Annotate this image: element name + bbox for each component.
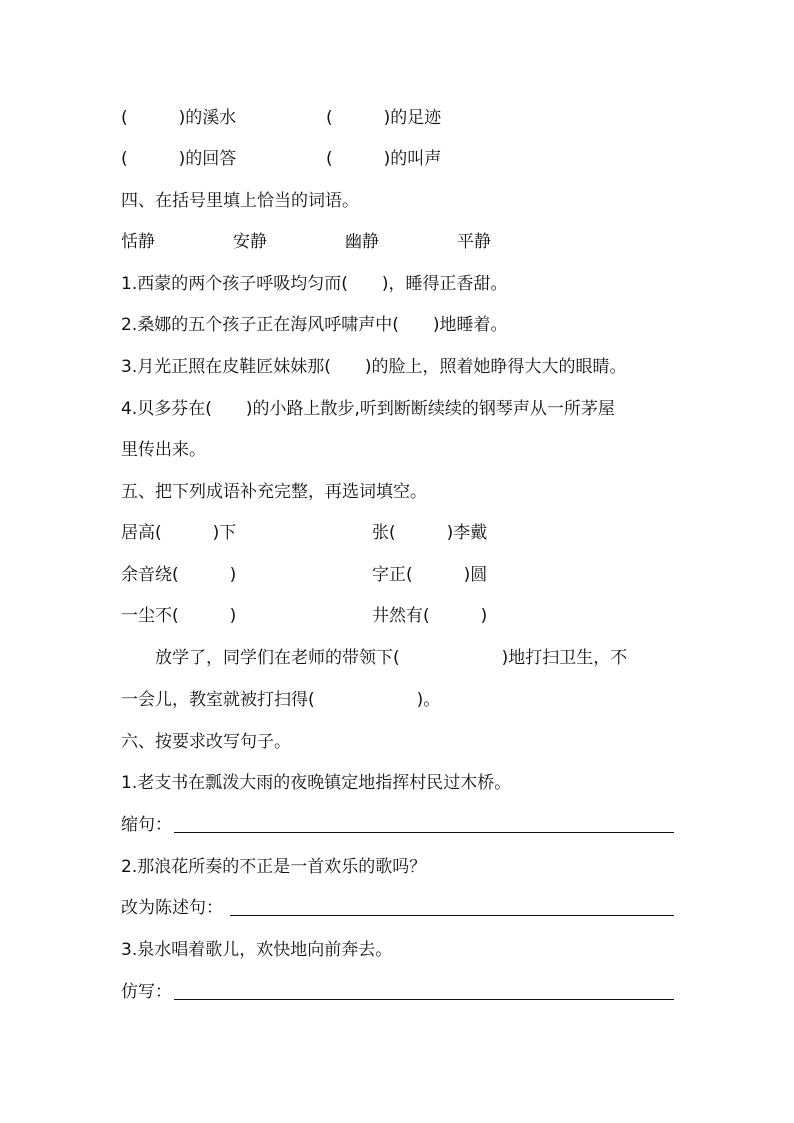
- idiom-6: 井然有( ): [372, 606, 488, 626]
- idiom-4: 字正( )圆: [372, 565, 488, 585]
- section4-item-1: 1.西蒙的两个孩子呼吸均匀而( )，睡得正香甜。: [121, 274, 508, 294]
- section4-word-4: 平静: [457, 232, 491, 252]
- section4-item-3: 3.月光正照在皮鞋匠妹妹那( )的脸上，照着她睁得大大的眼睛。: [121, 357, 627, 377]
- idiom-1: 居高( )下: [121, 523, 237, 543]
- answer-line-1[interactable]: [174, 832, 674, 833]
- section4-title: 四、在括号里填上恰当的词语。: [121, 191, 359, 211]
- section6-title: 六、按要求改写句子。: [121, 732, 291, 752]
- idiom-5: 一尘不( ): [121, 606, 237, 626]
- answer-line-2[interactable]: [230, 915, 674, 916]
- answer-line-3[interactable]: [174, 999, 674, 1000]
- section4-word-2: 安静: [233, 232, 267, 252]
- section6-sentence-2: 2.那浪花所奏的不正是一首欢乐的歌吗？: [121, 857, 427, 877]
- section6-prompt-3: 仿写：: [121, 982, 172, 1002]
- section4-item-4-cont: 里传出来。: [121, 440, 206, 460]
- q3-row-1-left: ( )的溪水: [121, 108, 237, 128]
- section6-prompt-1: 缩句：: [121, 815, 172, 835]
- section5-paragraph-line1: 放学了，同学们在老师的带领下( )地打扫卫生，不: [121, 648, 628, 668]
- section6-sentence-3: 3.泉水唱着歌儿，欢快地向前奔去。: [121, 940, 393, 960]
- section5-paragraph-line2: 一会儿，教室就被打扫得( )。: [121, 690, 441, 710]
- q3-row-2-left: ( )的回答: [121, 149, 237, 169]
- section6-prompt-2: 改为陈述句：: [121, 898, 223, 918]
- section4-word-1: 恬静: [121, 232, 155, 252]
- section6-sentence-1: 1.老支书在瓢泼大雨的夜晚镇定地指挥村民过木桥。: [121, 773, 512, 793]
- idiom-2: 张( )李戴: [372, 523, 488, 543]
- section4-word-3: 幽静: [345, 232, 379, 252]
- q3-row-1-right: ( )的足迹: [326, 108, 442, 128]
- section4-item-4: 4.贝多芬在( )的小路上散步,听到断断续续的钢琴声从一所茅屋: [121, 399, 615, 419]
- idiom-3: 余音绕( ): [121, 565, 237, 585]
- section5-title: 五、把下列成语补充完整，再选词填空。: [121, 482, 427, 502]
- section4-item-2: 2.桑娜的五个孩子正在海风呼啸声中( )地睡着。: [121, 315, 508, 335]
- q3-row-2-right: ( )的叫声: [326, 149, 442, 169]
